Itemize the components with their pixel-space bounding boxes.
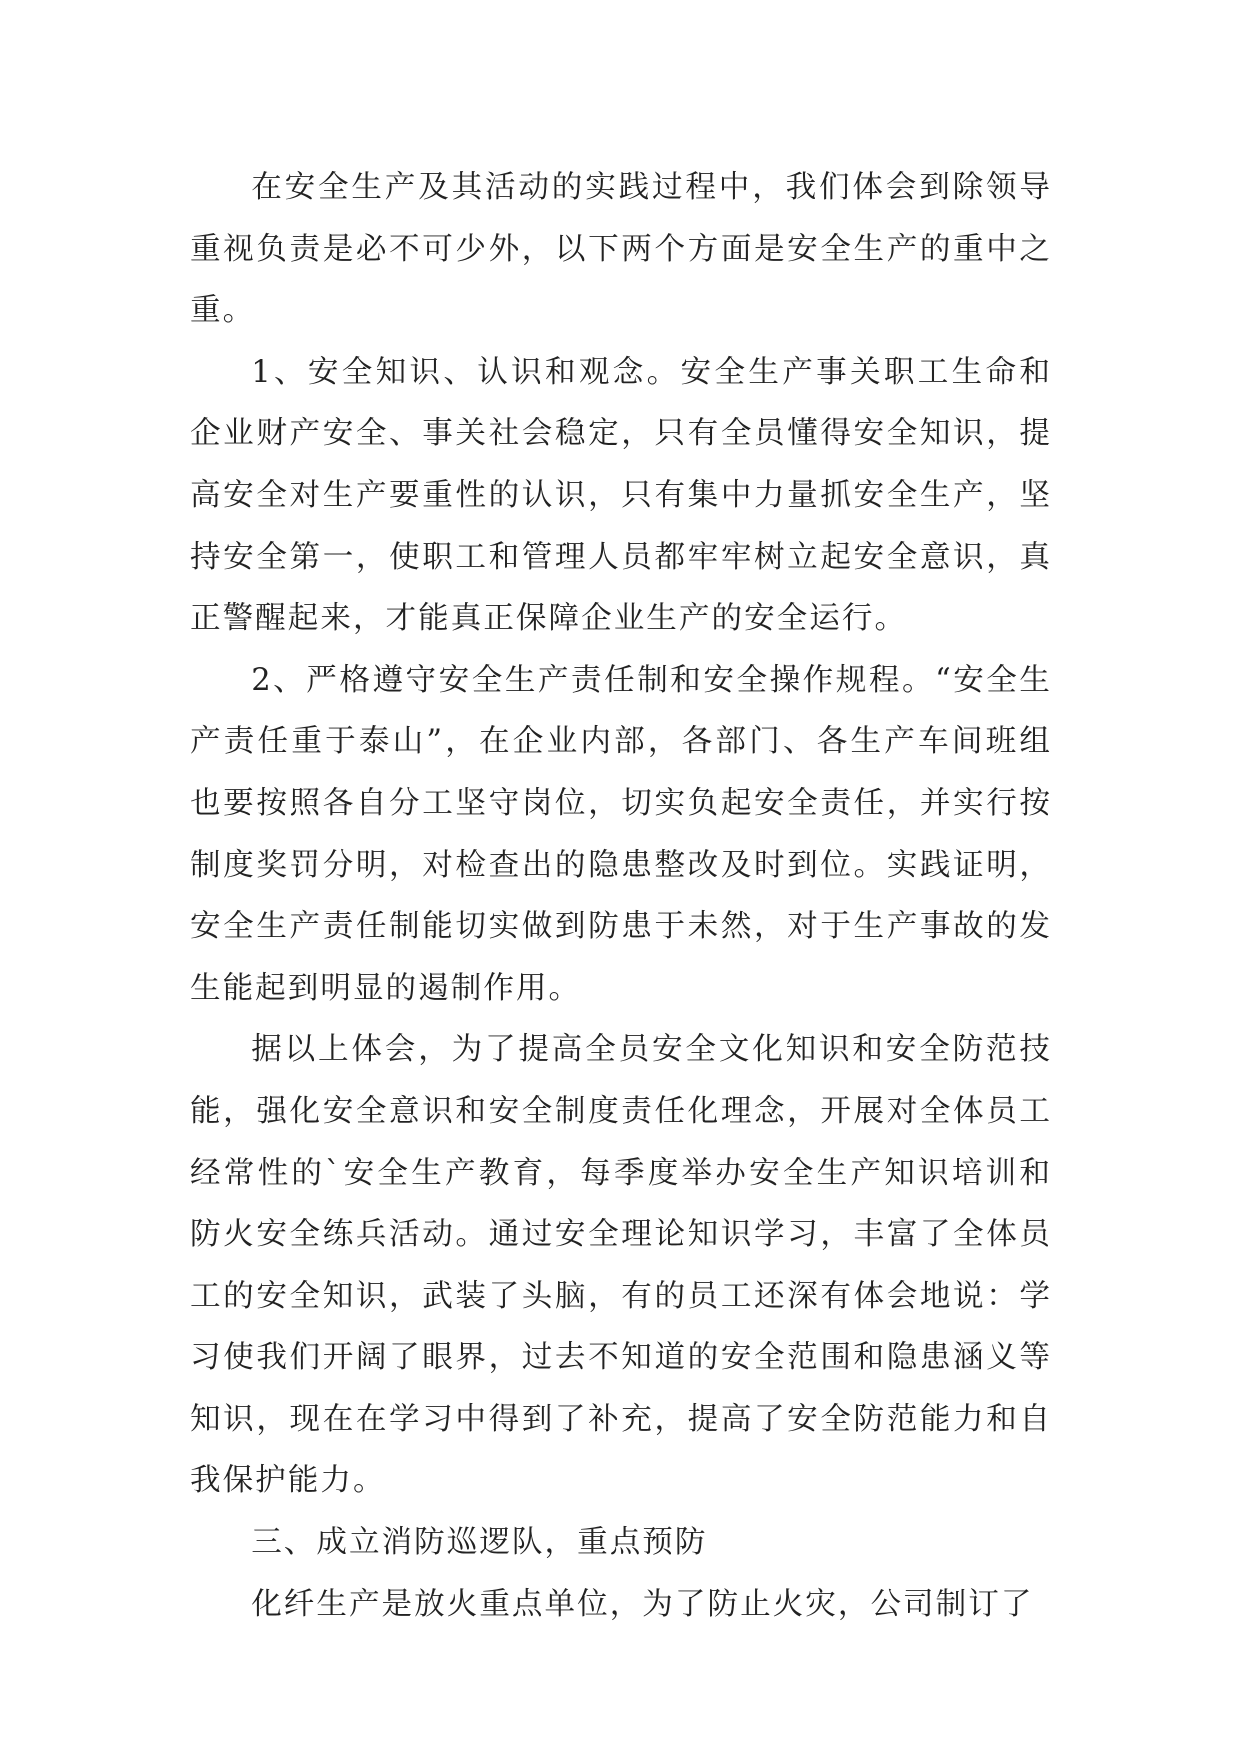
paragraph-training: 据以上体会，为了提高全员安全文化知识和安全防范技能，强化安全意识和安全制度责任化理念，开展对全体员工经常性的`安全生产教育，每季度举办安全生产知识培训和防火安全练兵活动。通过安全理论知识学习，丰富了全体员工的安全知识，武装了头脑，有的员工还深有体会地说：学习使我们开阔了眼界，过去不知道的安全范围和隐患涵义等知识，现在在学习中得到了补充，提高了安全防范能力和自我保护能力。 [190, 1032, 1052, 1499]
paragraph-responsibility-system: 2、严格遵守安全生产责任制和安全操作规程。“安全生产责任重于泰山”，在企业内部，各部门、各生产车间班组也要按照各自分工坚守岗位，切实负起安全责任，并实行按制度奖罚分明，对检查出的隐患整改及时到位。实践证明，安全生产责任制能切实做到防患于未然，对于生产事故的发生能起到明显的遏制作用。 [190, 662, 1052, 1006]
paragraph-fire-prevention: 化纤生产是放火重点单位，为了防止火灾，公司制订了 [251, 1586, 1034, 1622]
section-heading-fire-patrol: 三、成立消防巡逻队，重点预防 [251, 1525, 708, 1561]
paragraph-safety-knowledge: 1、安全知识、认识和观念。安全生产事关职工生命和企业财产安全、事关社会稳定，只有全员懂得安全知识，提高安全对生产要重性的认识，只有集中力量抓安全生产，坚持安全第一，使职工和管理人员都牢牢树立起安全意识，真正警醒起来，才能真正保障企业生产的安全运行。 [190, 354, 1052, 637]
paragraph-intro: 在安全生产及其活动的实践过程中，我们体会到除领导重视负责是必不可少外，以下两个方面是安全生产的重中之重。 [190, 170, 1052, 329]
document-body [190, 157, 1052, 1635]
